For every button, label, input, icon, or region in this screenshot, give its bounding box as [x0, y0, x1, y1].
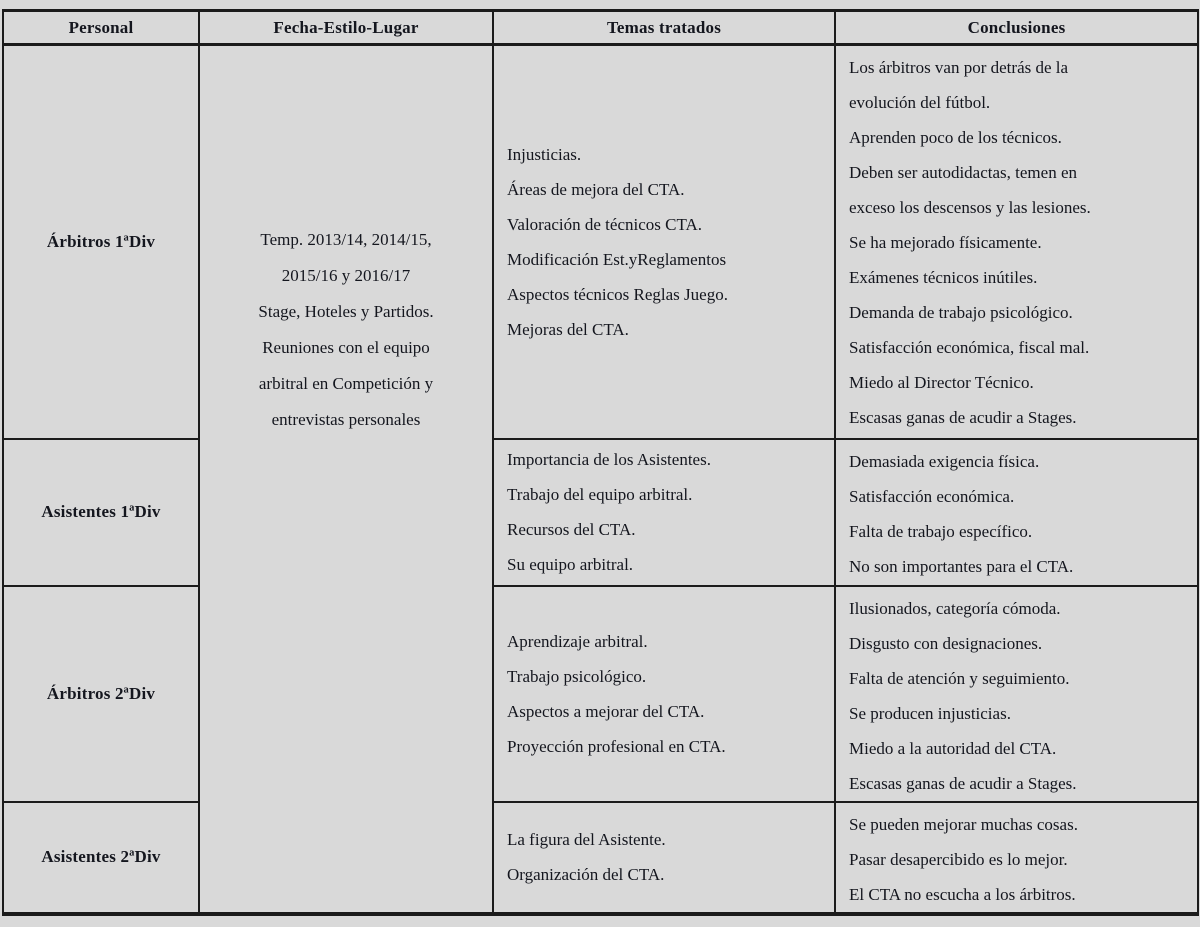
text-line: 2015/16 y 2016/17 [281, 266, 411, 285]
table-row [3, 586, 1198, 802]
text-line: Miedo al Director Técnico. [849, 373, 1034, 392]
text-line: Valoración de técnicos CTA. [507, 214, 703, 234]
conclusiones-cell [835, 586, 1198, 802]
row-label-asistentes-1div: Asistentes 1ªDiv [3, 439, 199, 586]
text-line: Injusticias. [507, 144, 582, 164]
row-label-arbitros-1div: Árbitros 1ªDiv [3, 45, 199, 439]
temas-cell [493, 586, 835, 802]
text-line: La figura del Asistente. [507, 830, 666, 849]
text-line: Se producen injusticias. [849, 703, 1011, 723]
text-line: arbitral en Competición y [258, 374, 434, 393]
header-cell-temas-tratados: Temas tratados [493, 11, 835, 45]
table-row [3, 439, 1198, 586]
text-line: evolución del fútbol. [849, 93, 991, 112]
temas-cell [493, 45, 835, 439]
text-line: entrevistas personales [271, 410, 421, 429]
text-line: Temp. 2013/14, 2014/15, [260, 230, 432, 249]
text-line: Áreas de mejora del CTA. [507, 179, 685, 199]
text-line: Organización del CTA. [507, 865, 665, 884]
text-line: Los árbitros van por detrás de la [849, 58, 1069, 77]
header-cell-conclusiones: Conclusiones [835, 11, 1198, 45]
text-line: Disgusto con designaciones. [849, 633, 1043, 653]
text-line: Demasiada exigencia física. [849, 451, 1040, 471]
text-line: Reuniones con el equipo [262, 338, 430, 357]
text-line: Deben ser autodidactas, temen en [849, 163, 1077, 182]
text-line: Proyección profesional en CTA. [507, 736, 726, 756]
text-line: Escasas ganas de acudir a Stages. [849, 773, 1077, 793]
header-cell-personal: Personal [3, 11, 199, 45]
text-line: exceso los descensos y las lesiones. [849, 198, 1091, 217]
text-line: Aprendizaje arbitral. [507, 631, 648, 651]
text-line: Falta de atención y seguimiento. [849, 668, 1070, 688]
text-line: Satisfacción económica. [849, 486, 1015, 506]
text-line: Su equipo arbitral. [507, 555, 634, 574]
row-label-arbitros-2div: Árbitros 2ªDiv [3, 586, 199, 802]
text-line: Exámenes técnicos inútiles. [849, 268, 1038, 287]
interviews-summary-table [2, 9, 1199, 916]
table-row [3, 45, 1198, 439]
header-row [3, 11, 1198, 45]
text-line: Aspectos a mejorar del CTA. [507, 701, 705, 721]
text-line: No son importantes para el CTA. [849, 556, 1074, 576]
text-line: Demanda de trabajo psicológico. [849, 303, 1073, 322]
text-line: Trabajo del equipo arbitral. [507, 485, 693, 504]
fecha-estilo-lugar-cell [199, 45, 493, 914]
text-line: Ilusionados, categoría cómoda. [849, 598, 1061, 618]
header-cell-fecha-estilo-lugar: Fecha-Estilo-Lugar [199, 11, 493, 45]
conclusiones-cell [835, 802, 1198, 914]
text-line: Importancia de los Asistentes. [507, 450, 711, 469]
text-line: Trabajo psicológico. [507, 666, 647, 686]
text-line: Stage, Hoteles y Partidos. [258, 302, 434, 321]
text-line: Mejoras del CTA. [507, 319, 629, 339]
conclusiones-cell [835, 45, 1198, 439]
text-line: Modificación Est.yReglamentos [507, 249, 727, 269]
text-line: Escasas ganas de acudir a Stages. [849, 408, 1077, 427]
text-line: Satisfacción económica, fiscal mal. [849, 338, 1090, 357]
temas-cell [493, 439, 835, 586]
text-line: Se pueden mejorar muchas cosas. [849, 814, 1078, 834]
text-line: Recursos del CTA. [507, 520, 636, 539]
conclusiones-cell [835, 439, 1198, 586]
text-line: Falta de trabajo específico. [849, 521, 1033, 541]
temas-cell [493, 802, 835, 914]
text-line: Miedo a la autoridad del CTA. [849, 738, 1057, 758]
text-line: Aprenden poco de los técnicos. [849, 128, 1062, 147]
table-row [3, 802, 1198, 914]
text-line: El CTA no escucha a los árbitros. [849, 884, 1076, 904]
row-label-asistentes-2div: Asistentes 2ªDiv [3, 802, 199, 914]
text-line: Pasar desapercibido es lo mejor. [849, 849, 1068, 869]
text-line: Aspectos técnicos Reglas Juego. [507, 284, 728, 304]
text-line: Se ha mejorado físicamente. [849, 233, 1042, 252]
